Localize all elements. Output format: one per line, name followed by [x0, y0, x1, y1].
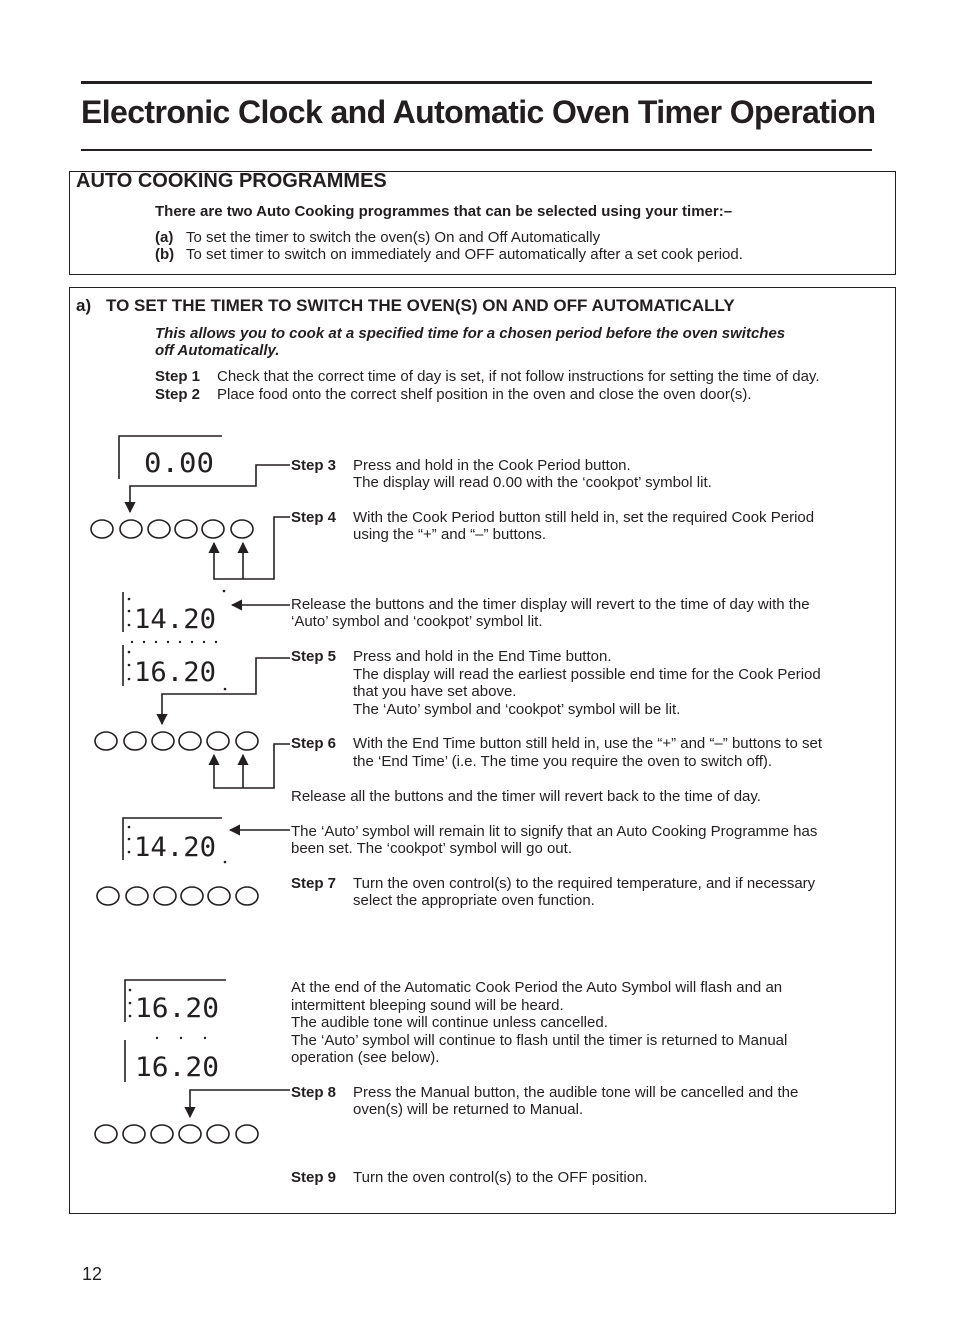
page-number: 12 — [82, 1264, 103, 1284]
step-5-line1: Press and hold in the End Time button. — [353, 648, 612, 665]
button-row — [91, 520, 253, 538]
step-2-label: Step 2 — [155, 386, 201, 403]
auto-note-line2: been set. The ‘cookpot’ symbol will go out. — [291, 840, 572, 857]
end-note-line4: The ‘Auto’ symbol will continue to flash until the timer is returned to Manual — [291, 1032, 788, 1049]
display-readout-6: 16.20 — [135, 1052, 219, 1083]
step-2-text: Place food onto the correct shelf position in the oven and close the oven door(s). — [217, 386, 752, 403]
auto-note-line1: The ‘Auto’ symbol will remain lit to signify that an Auto Cooking Programme has — [291, 823, 818, 840]
option-b-text: To set timer to switch on immediately and OFF automatically after a set cook period. — [186, 246, 743, 263]
step-4-line1: With the Cook Period button still held in, set the required Cook Period — [353, 509, 815, 526]
step-8-line1: Press the Manual button, the audible tone will be cancelled and the — [353, 1084, 799, 1101]
step-7-line1: Turn the oven control(s) to the required temperature, and if necessary — [353, 875, 816, 892]
end-note-line3: The audible tone will continue unless cancelled. — [291, 1014, 608, 1031]
display-readout-2: 14.20 — [134, 604, 216, 635]
connector-line — [214, 744, 290, 788]
display-readout-3: 16.20 — [134, 657, 216, 688]
step-1-label: Step 1 — [155, 368, 201, 385]
step-4-label: Step 4 — [291, 509, 337, 526]
release-1-line2: ‘Auto’ symbol and ‘cookpot’ symbol lit. — [291, 613, 543, 630]
step-5-line2: The display will read the earliest possible end time for the Cook Period — [353, 666, 821, 683]
section-a-note-line2: off Automatically. — [155, 342, 280, 359]
page-title: Electronic Clock and Automatic Oven Timer Operation — [81, 94, 876, 130]
step-8-label: Step 8 — [291, 1084, 337, 1101]
step-3-line1: Press and hold in the Cook Period button. — [353, 457, 631, 474]
step-7-line2: select the appropriate oven function. — [353, 892, 595, 909]
display-readout-4: 14.20 — [134, 832, 216, 863]
step-6-line1: With the End Time button still held in, use the “+” and “–” buttons to set — [353, 735, 822, 752]
step-8-line2: oven(s) will be returned to Manual. — [353, 1101, 584, 1118]
button-row — [97, 887, 258, 905]
option-a-key: (a) — [155, 229, 174, 246]
section-a-prefix: a) — [76, 296, 92, 315]
option-a-text: To set the timer to switch the oven(s) On and Off Automatically — [186, 229, 601, 246]
display-readout-5: 16.20 — [135, 993, 219, 1024]
step-4-line2: using the “+” and “–” buttons. — [353, 526, 547, 543]
button-row — [95, 1125, 258, 1143]
connector-line — [190, 1090, 290, 1117]
step-7-label: Step 7 — [291, 875, 337, 892]
step-3-label: Step 3 — [291, 457, 337, 474]
end-note-line2: intermittent bleeping sound will be heard. — [291, 997, 564, 1014]
auto-programmes-heading: AUTO COOKING PROGRAMMES — [76, 170, 387, 192]
display-readout-1: 0.00 — [144, 448, 214, 479]
end-note-line5: operation (see below). — [291, 1049, 440, 1066]
release-1-line1: Release the buttons and the timer display will revert to the time of day with the — [291, 596, 810, 613]
step-6-line2: the ‘End Time’ (i.e. The time you require the oven to switch off). — [353, 753, 773, 770]
release-2: Release all the buttons and the timer will revert back to the time of day. — [291, 788, 761, 805]
step-5-line4: The ‘Auto’ symbol and ‘cookpot’ symbol will be lit. — [353, 701, 681, 718]
step-6-label: Step 6 — [291, 735, 337, 752]
auto-programmes-intro: There are two Auto Cooking programmes that can be selected using your timer:– — [155, 203, 733, 220]
step-5-label: Step 5 — [291, 648, 337, 665]
step-3-line2: The display will read 0.00 with the ‘cookpot’ symbol lit. — [353, 474, 712, 491]
option-b-key: (b) — [155, 246, 175, 263]
step-5-line3: that you have set above. — [353, 683, 517, 700]
section-a-title: TO SET THE TIMER TO SWITCH THE OVEN(S) ON AND OFF AUTOMATICALLY — [106, 296, 735, 315]
end-note-line1: At the end of the Automatic Cook Period the Auto Symbol will flash and an — [291, 979, 783, 996]
step-9-text: Turn the oven control(s) to the OFF position. — [353, 1169, 648, 1186]
step-1-text: Check that the correct time of day is set, if not follow instructions for setting the time of day. — [217, 368, 820, 385]
step-9-label: Step 9 — [291, 1169, 337, 1186]
button-row — [95, 732, 258, 750]
section-a-note-line1: This allows you to cook at a specified time for a chosen period before the oven switches — [155, 325, 786, 342]
